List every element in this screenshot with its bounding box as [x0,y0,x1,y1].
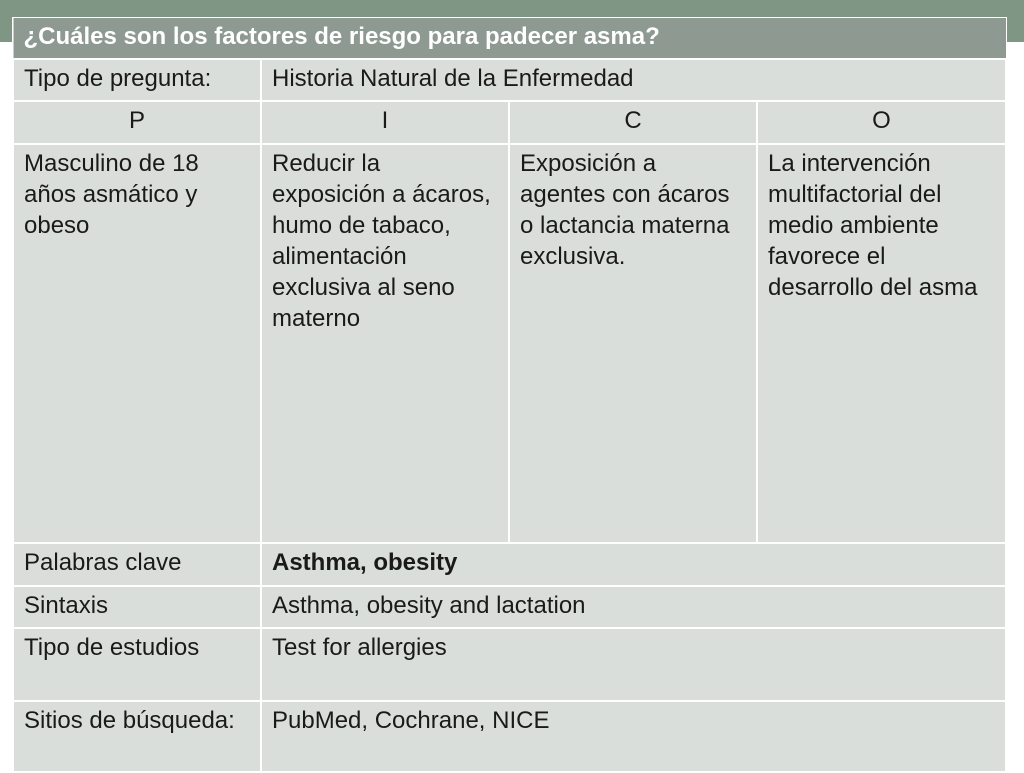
tipo-estudios-value: Test for allergies [261,628,1006,701]
pico-header-i: I [261,101,509,144]
pico-content-o: La intervención multifactorial del medio ambiente favorece el desarrollo del asma [757,144,1006,543]
palabras-clave-row [13,543,1006,586]
sintaxis-value: Asthma, obesity and lactation [261,586,1006,628]
pico-content-p: Masculino de 18 años asmático y obeso [13,144,261,543]
pico-content-i: Reducir la exposición a ácaros, humo de tabaco, alimentación exclusiva al seno materno [261,144,509,543]
sintaxis-label: Sintaxis [13,586,261,628]
pico-table [12,17,1007,773]
tipo-pregunta-row [13,59,1006,101]
title-row [13,18,1006,60]
tipo-estudios-row [13,628,1006,701]
pico-content-row [13,144,1006,543]
sitios-busqueda-value: PubMed, Cochrane, NICE [261,701,1006,772]
pico-table-container [12,17,1005,773]
tipo-pregunta-label: Tipo de pregunta: [13,59,261,101]
sintaxis-row [13,586,1006,628]
pico-header-o: O [757,101,1006,144]
pico-content-c: Exposición a agentes con ácaros o lactancia materna exclusiva. [509,144,757,543]
tipo-pregunta-value: Historia Natural de la Enfermedad [261,59,1006,101]
tipo-estudios-label: Tipo de estudios [13,628,261,701]
table-title: ¿Cuáles son los factores de riesgo para padecer asma? [13,18,1006,60]
pico-header-p: P [13,101,261,144]
sitios-busqueda-row [13,701,1006,772]
sitios-busqueda-label: Sitios de búsqueda: [13,701,261,772]
palabras-clave-label: Palabras clave [13,543,261,586]
pico-header-row [13,101,1006,144]
pico-header-c: C [509,101,757,144]
palabras-clave-value: Asthma, obesity [261,543,1006,586]
